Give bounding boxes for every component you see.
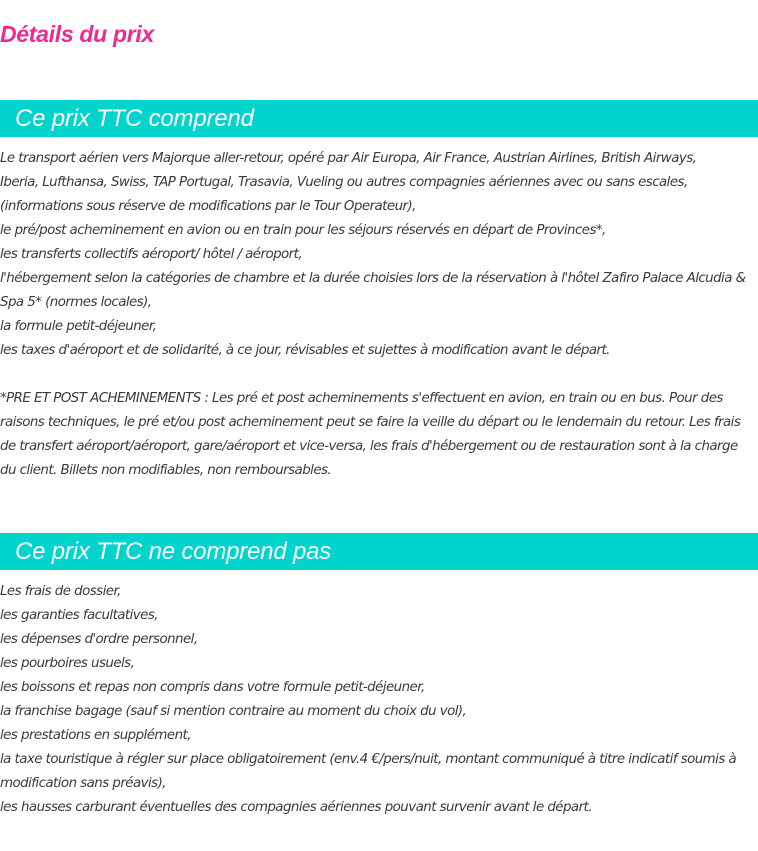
note-line: de transfert aéroport/aéroport, gare/aéroport et vice-versa, les frais d'hébergement ou de restauration sont à la charge bbox=[0, 439, 738, 454]
included-line: Iberia, Lufthansa, Swiss, TAP Portugal, Trasavia, Vueling ou autres compagnies aériennes avec ou sans escales, bbox=[0, 175, 688, 190]
included-line: les transferts collectifs aéroport/ hôtel / aéroport, bbox=[0, 247, 303, 262]
note-line: raisons techniques, le pré et/ou post acheminement peut se faire la veille du départ ou le lendemain du retour. Les frais bbox=[0, 415, 741, 430]
excluded-line: les dépenses d'ordre personnel, bbox=[0, 632, 198, 647]
excluded-line: modification sans préavis), bbox=[0, 776, 166, 791]
included-line: la formule petit-déjeuner, bbox=[0, 319, 157, 334]
included-line: Spa 5* (normes locales), bbox=[0, 295, 152, 310]
included-line: les taxes d'aéroport et de solidarité, à ce jour, révisables et sujettes à modification avant le départ. bbox=[0, 343, 610, 358]
excluded-line: les hausses carburant éventuelles des compagnies aériennes pouvant survenir avant le départ. bbox=[0, 800, 592, 815]
excluded-line: les garanties facultatives, bbox=[0, 608, 158, 623]
page-title: Détails du prix bbox=[0, 21, 154, 47]
included-line: (informations sous réserve de modifications par le Tour Operateur), bbox=[0, 199, 416, 214]
included-line: le pré/post acheminement en avion ou en train pour les séjours réservés en départ de Provinces*, bbox=[0, 223, 606, 238]
excluded-line: les pourboires usuels, bbox=[0, 656, 135, 671]
included-line: l'hébergement selon la catégories de chambre et la durée choisies lors de la réservation à l'hôtel Zafiro Palace Alcudia & bbox=[0, 271, 746, 286]
transfer-note bbox=[0, 387, 758, 483]
included-heading: Ce prix TTC comprend bbox=[0, 100, 758, 137]
note-line: du client. Billets non modifiables, non remboursables. bbox=[0, 463, 332, 478]
excluded-line: les boissons et repas non compris dans votre formule petit-déjeuner, bbox=[0, 680, 425, 695]
excluded-line: Les frais de dossier, bbox=[0, 584, 121, 599]
excluded-line: les prestations en supplément, bbox=[0, 728, 191, 743]
excluded-list bbox=[0, 580, 758, 820]
excluded-line: la taxe touristique à régler sur place obligatoirement (env.4 €/pers/nuit, montant communiqué à titre indicatif soumis à bbox=[0, 752, 737, 767]
included-list bbox=[0, 147, 758, 363]
included-line: Le transport aérien vers Majorque aller-retour, opéré par Air Europa, Air France, Austrian Airlines, British Airways, bbox=[0, 151, 697, 166]
excluded-line: la franchise bagage (sauf si mention contraire au moment du choix du vol), bbox=[0, 704, 467, 719]
excluded-heading: Ce prix TTC ne comprend pas bbox=[0, 533, 758, 570]
note-line: *PRE ET POST ACHEMINEMENTS : Les pré et post acheminements s'effectuent en avion, en train ou en bus. Pour des bbox=[0, 391, 723, 406]
